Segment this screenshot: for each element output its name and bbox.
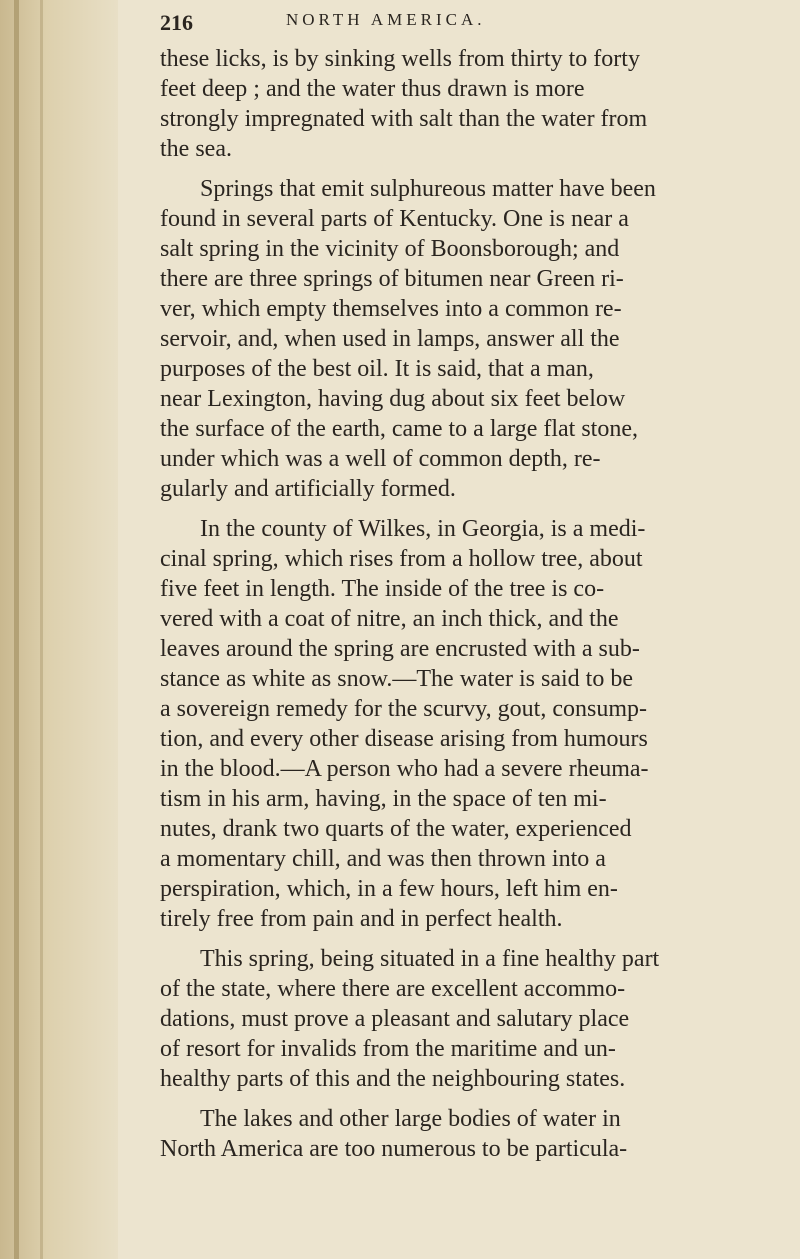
text-line: stance as white as snow.—The water is said to be [160, 666, 633, 692]
text-line: ver, which empty themselves into a common re- [160, 296, 622, 322]
text-line: there are three springs of bitumen near Green ri- [160, 266, 624, 292]
text-line: tism in his arm, having, in the space of ten mi- [160, 786, 607, 812]
text-line: a sovereign remedy for the scurvy, gout, consump- [160, 696, 647, 722]
text-line: In the county of Wilkes, in Georgia, is a medi- [200, 516, 646, 542]
text-line: The lakes and other large bodies of water in [200, 1106, 621, 1132]
running-head [160, 10, 720, 40]
text-line: tirely free from pain and in perfect health. [160, 906, 563, 932]
text-line: North America are too numerous to be particula- [160, 1136, 628, 1162]
text-line: salt spring in the vicinity of Boonsborough; and [160, 236, 620, 262]
text-line: purposes of the best oil. It is said, that a man, [160, 356, 594, 382]
text-line: servoir, and, when used in lamps, answer all the [160, 326, 620, 352]
text-line: This spring, being situated in a fine healthy part [200, 946, 660, 972]
text-line: healthy parts of this and the neighbouring states. [160, 1066, 626, 1092]
text-line: of resort for invalids from the maritime and un- [160, 1036, 616, 1062]
text-line: five feet in length. The inside of the tree is co- [160, 576, 605, 602]
text-line: vered with a coat of nitre, an inch thick, and the [160, 606, 619, 632]
text-line: in the blood.—A person who had a severe rheuma- [160, 756, 649, 782]
text-line: found in several parts of Kentucky. One is near a [160, 206, 629, 232]
text-line: a momentary chill, and was then thrown into a [160, 846, 606, 872]
text-line: perspiration, which, in a few hours, left him en- [160, 876, 618, 902]
text-line: tion, and every other disease arising from humours [160, 726, 648, 752]
text-line: dations, must prove a pleasant and salutary place [160, 1006, 630, 1032]
text-line: of the state, where there are excellent accommo- [160, 976, 626, 1002]
text-line: these licks, is by sinking wells from thirty to forty [160, 46, 640, 72]
text-line: near Lexington, having dug about six feet below [160, 386, 626, 412]
book-page [160, 0, 800, 1259]
text-line: nutes, drank two quarts of the water, experienced [160, 816, 632, 842]
text-line: leaves around the spring are encrusted with a sub- [160, 636, 640, 662]
text-line: Springs that emit sulphureous matter have been [200, 176, 656, 202]
text-line: strongly impregnated with salt than the water from [160, 106, 648, 132]
page-number: 216 [160, 10, 193, 35]
text-line: under which was a well of common depth, re- [160, 446, 601, 472]
text-line: cinal spring, which rises from a hollow tree, about [160, 546, 643, 572]
text-line: gularly and artificially formed. [160, 476, 456, 502]
text-line: the sea. [160, 136, 232, 162]
book-binding-edge [0, 0, 118, 1259]
text-line: the surface of the earth, came to a large flat stone, [160, 416, 638, 442]
running-title: NORTH AMERICA. [286, 10, 486, 29]
text-line: feet deep ; and the water thus drawn is more [160, 76, 585, 102]
